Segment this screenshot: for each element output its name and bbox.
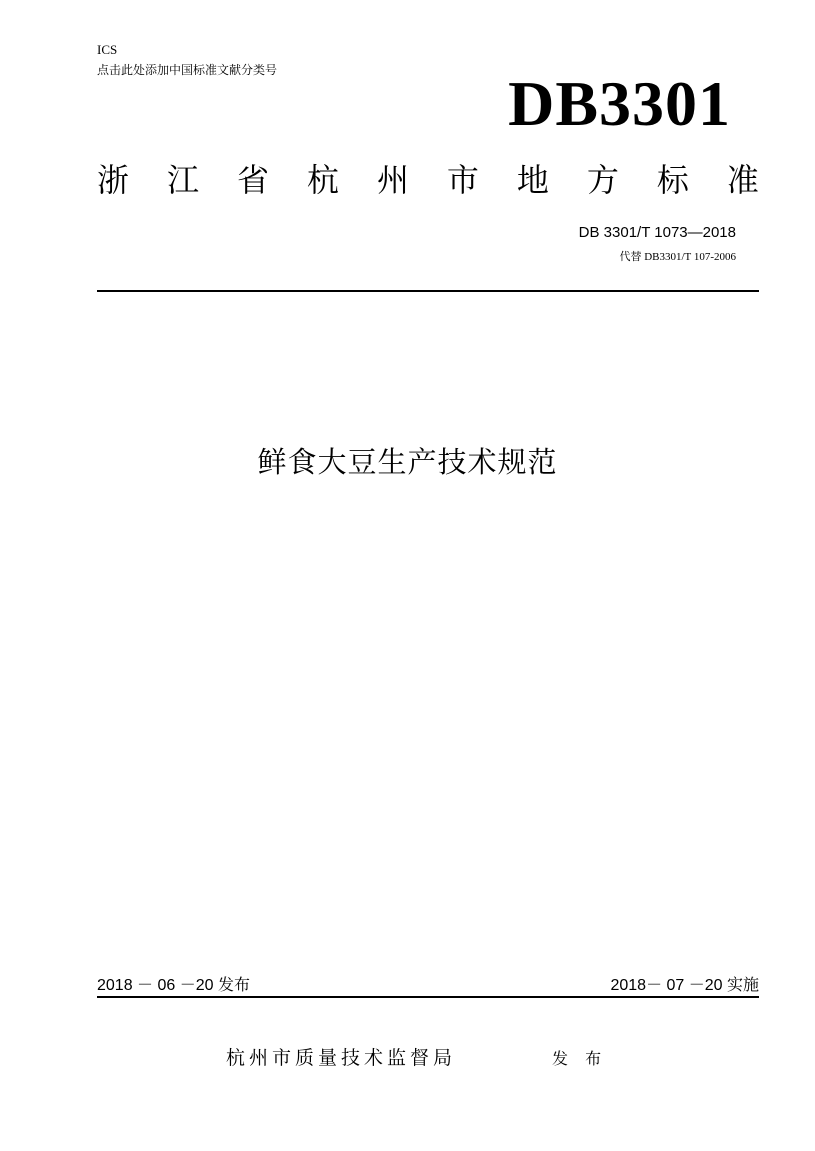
standard-type-char: 州 [376, 161, 409, 199]
issuing-authority: 杭州市质量技术监督局 [226, 1047, 457, 1069]
replaces-standard: 代替 DB3301/T 107-2006 [619, 251, 736, 263]
issue-date: 2018 － 06 －20 发布 [97, 977, 250, 994]
standard-type-char: 省 [236, 161, 269, 199]
header-divider [97, 290, 759, 292]
standard-type-char: 方 [586, 161, 619, 199]
standard-type-char: 地 [516, 161, 549, 199]
issue-action: 发 布 [552, 1049, 608, 1068]
ics-label: ICS [97, 42, 118, 57]
standard-code: DB3301 [508, 68, 731, 139]
classification-placeholder[interactable]: 点击此处添加中国标准文献分类号 [97, 63, 278, 77]
standard-type-char: 市 [446, 161, 479, 199]
standard-type-char: 标 [656, 161, 689, 199]
standard-type-char: 浙 [97, 161, 130, 199]
standard-type-heading [97, 158, 759, 202]
standard-number: DB 3301/T 1073—2018 [578, 224, 736, 241]
standard-type-char: 杭 [306, 161, 339, 199]
standard-type-char: 准 [726, 161, 759, 199]
standard-type-char: 江 [166, 161, 199, 199]
implementation-date: 2018－ 07 －20 实施 [610, 977, 759, 994]
footer-divider [97, 996, 759, 998]
document-title: 鲜食大豆生产技术规范 [257, 445, 558, 479]
